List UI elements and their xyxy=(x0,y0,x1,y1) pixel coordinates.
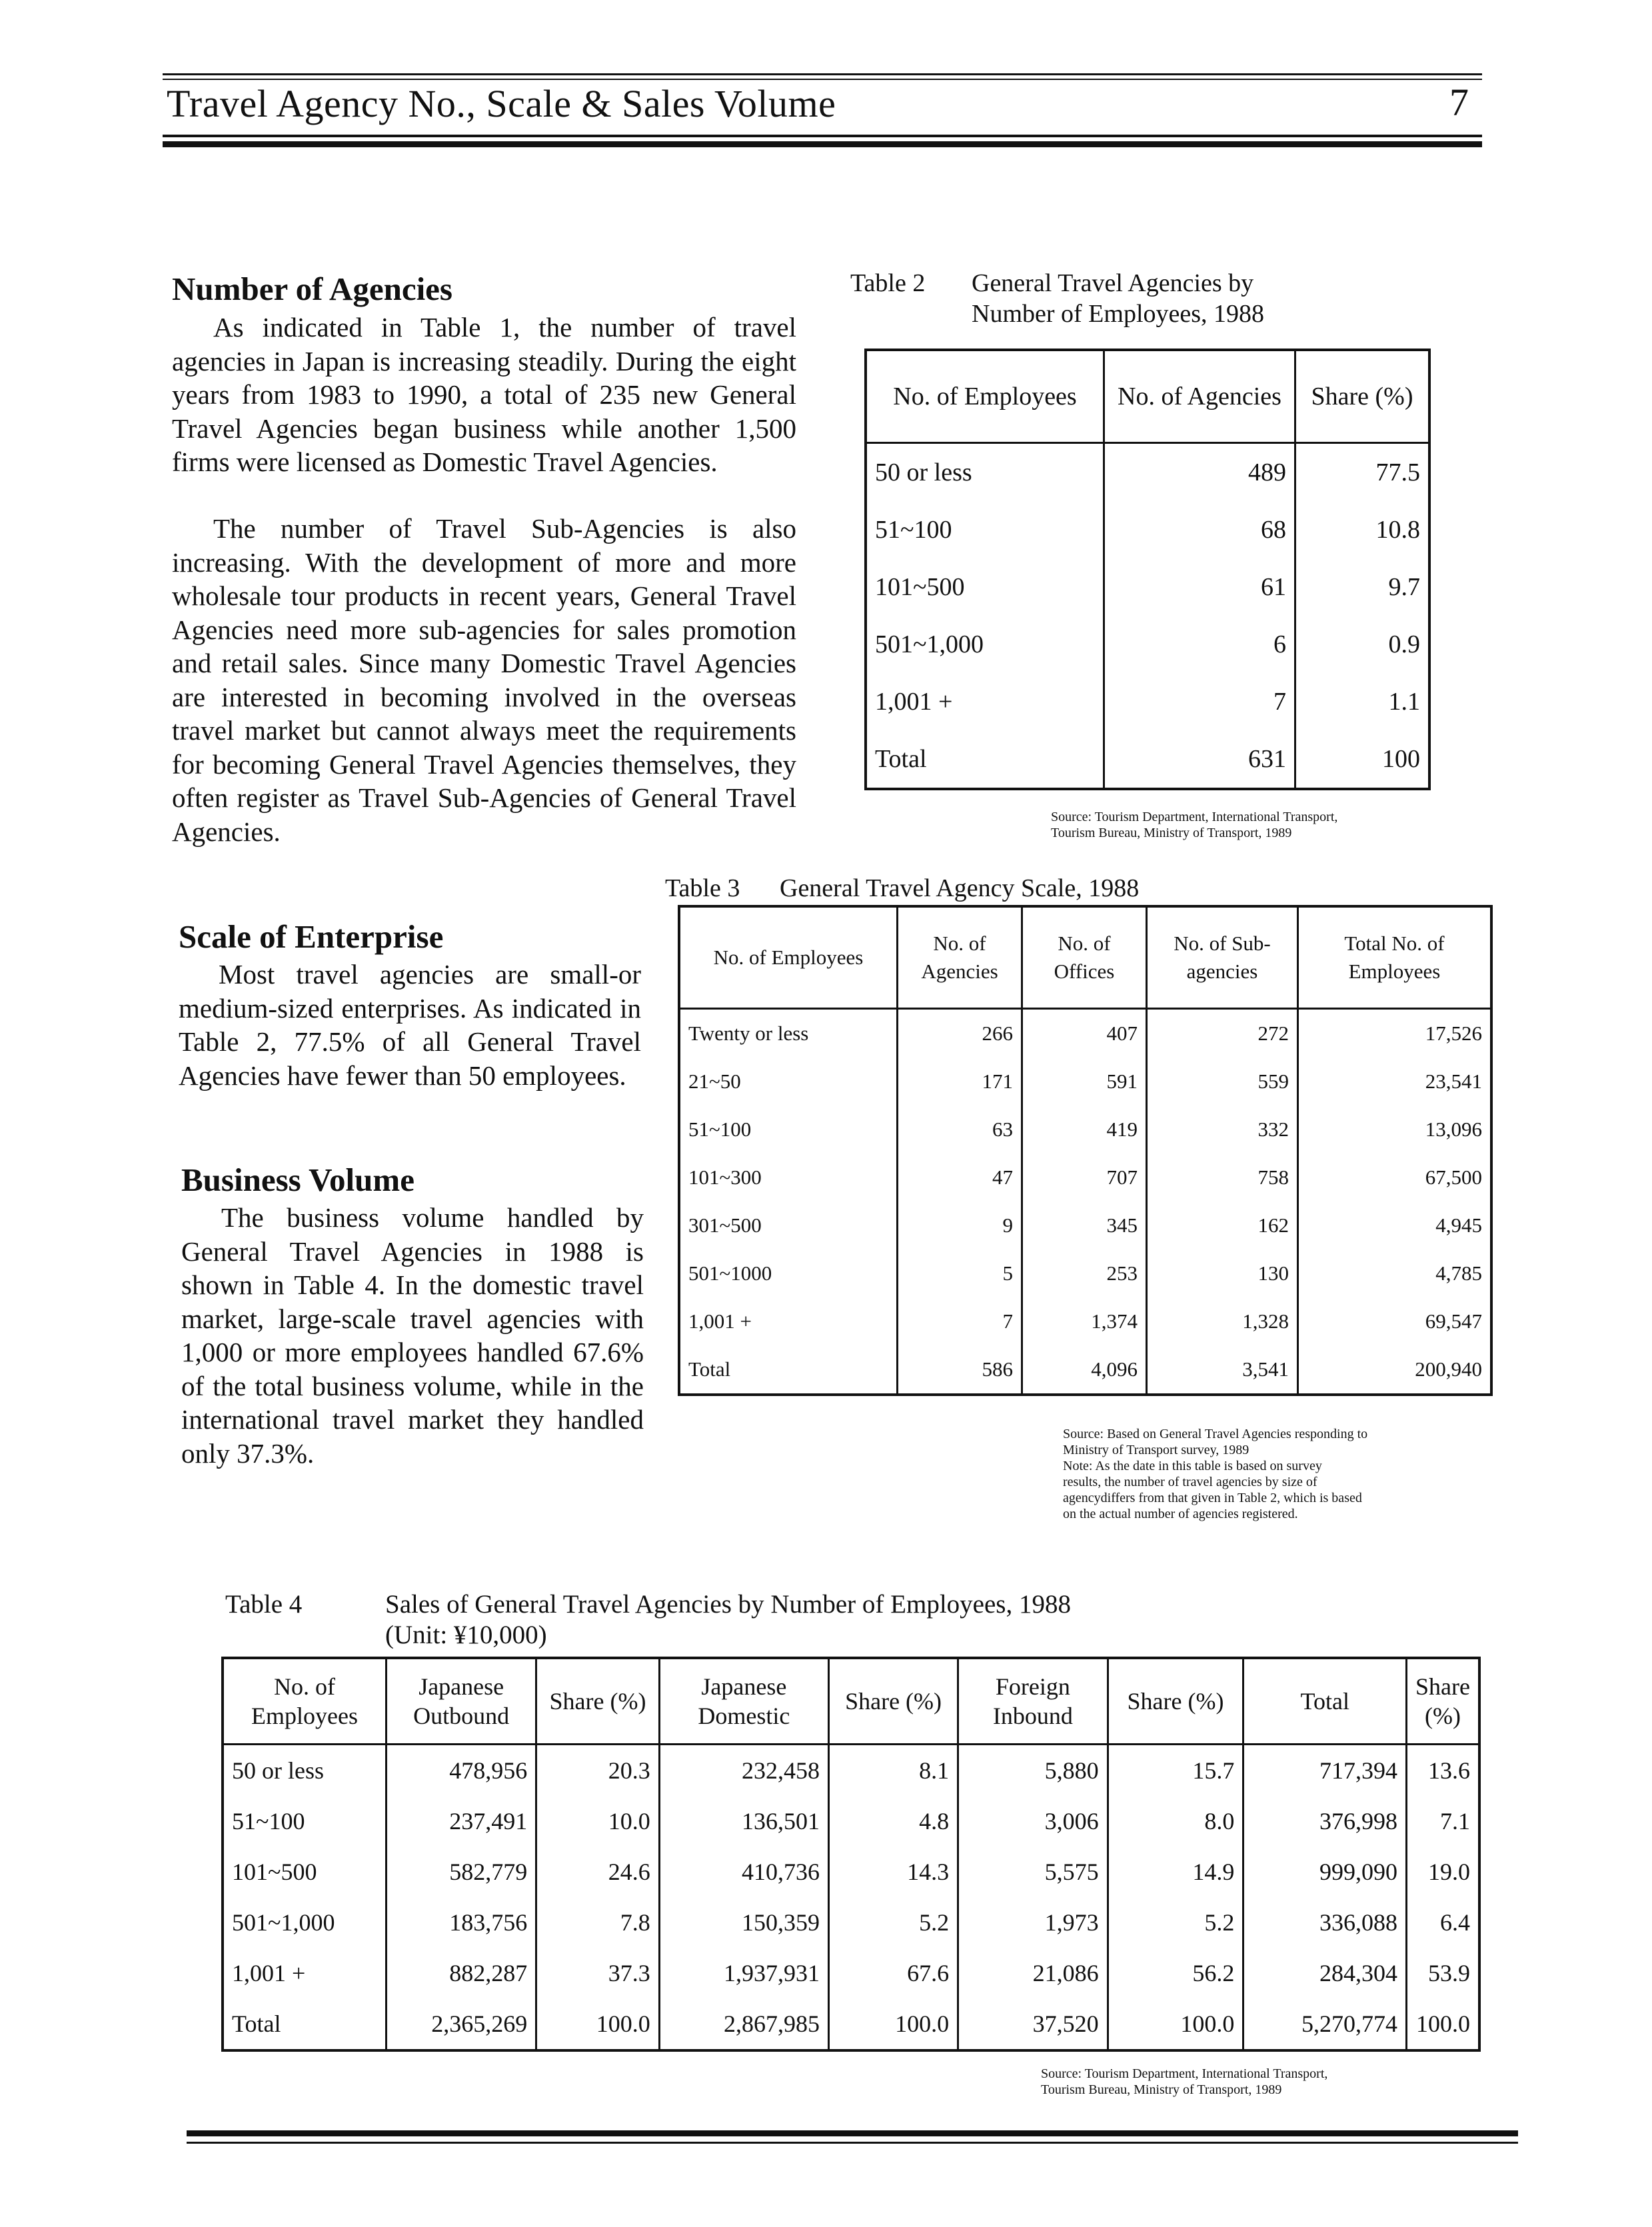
table4-cell: 999,090 xyxy=(1243,1847,1407,1897)
table2-cell: 51~100 xyxy=(866,501,1104,558)
page-title: Travel Agency No., Scale & Sales Volume xyxy=(167,82,836,125)
table4-row xyxy=(223,1948,1479,1998)
table3-total-row xyxy=(679,1345,1491,1395)
table2-cell: 0.9 xyxy=(1295,616,1430,673)
table4-cell: 100.0 xyxy=(828,1998,958,2050)
table3-caption xyxy=(665,873,1265,904)
table3-cell: 407 xyxy=(1022,1009,1147,1058)
table3-cell: 1,328 xyxy=(1147,1297,1298,1345)
table2 xyxy=(864,349,1431,790)
table2-caption xyxy=(850,268,1450,335)
table3-cell: 707 xyxy=(1022,1153,1147,1201)
table4-source-line2: Tourism Bureau, Ministry of Transport, 1989 xyxy=(1041,2082,1282,2097)
table4-cell: 56.2 xyxy=(1108,1948,1243,1998)
table2-source-line2: Tourism Bureau, Ministry of Transport, 1989 xyxy=(1051,826,1292,840)
table4-cell: 882,287 xyxy=(387,1948,536,1998)
table3-cell: 9 xyxy=(898,1201,1022,1249)
table2-cell: 10.8 xyxy=(1295,501,1430,558)
table3-cell: 51~100 xyxy=(679,1106,898,1153)
table4-cell: 501~1,000 xyxy=(223,1897,387,1948)
table3-header-offices: No. of Offices xyxy=(1022,906,1147,1009)
table2-cell: Total xyxy=(866,730,1104,789)
heading-number-of-agencies: Number of Agencies xyxy=(172,271,452,307)
table2-cell: 101~500 xyxy=(866,558,1104,616)
table2-cell: 61 xyxy=(1104,558,1295,616)
table4-cell: Total xyxy=(223,1998,387,2050)
table2-source-line1: Source: Tourism Department, International Transport, xyxy=(1051,810,1338,824)
table4-caption xyxy=(225,1589,1491,1651)
table4 xyxy=(221,1657,1481,2052)
footer-rule-thick xyxy=(187,2130,1518,2136)
table4-row xyxy=(223,1745,1479,1797)
header-bottom-rule xyxy=(163,135,1482,137)
table3-source-line2: Ministry of Transport survey, 1989 xyxy=(1063,1443,1249,1457)
table4-cell: 24.6 xyxy=(536,1847,659,1897)
table2-cell: 489 xyxy=(1104,443,1295,502)
table3-cell: 101~300 xyxy=(679,1153,898,1201)
table4-cell: 6.4 xyxy=(1407,1897,1479,1948)
table3-row xyxy=(679,1201,1491,1249)
table4-cell: 5.2 xyxy=(828,1897,958,1948)
table3-cell: Twenty or less xyxy=(679,1009,898,1058)
table3-note-line4: on the actual number of agencies registered. xyxy=(1063,1507,1298,1521)
table4-cell: 4.8 xyxy=(828,1796,958,1847)
table4-cell: 5,880 xyxy=(958,1745,1108,1797)
table4-cell: 10.0 xyxy=(536,1796,659,1847)
header-top-rule xyxy=(163,73,1482,75)
table2-cell: 1,001 + xyxy=(866,673,1104,730)
table3-header-subagencies: No. of Sub-agencies xyxy=(1147,906,1298,1009)
table2-header-employees: No. of Employees xyxy=(866,350,1104,443)
table4-cell: 136,501 xyxy=(659,1796,828,1847)
table3-cell: 332 xyxy=(1147,1106,1298,1153)
table3-cell: 3,541 xyxy=(1147,1345,1298,1395)
table3-cell: 1,374 xyxy=(1022,1297,1147,1345)
table4-cell: 717,394 xyxy=(1243,1745,1407,1797)
table3-row xyxy=(679,1153,1491,1201)
table3-header-total-employees: Total No. of Employees xyxy=(1298,906,1492,1009)
table4-cell: 7.1 xyxy=(1407,1796,1479,1847)
footer-rule-thin xyxy=(187,2142,1518,2144)
table3-cell: 758 xyxy=(1147,1153,1298,1201)
table2-cell: 50 or less xyxy=(866,443,1104,502)
table3-cell: 4,785 xyxy=(1298,1249,1492,1297)
table2-cell: 9.7 xyxy=(1295,558,1430,616)
table4-cell: 150,359 xyxy=(659,1897,828,1948)
table4-cell: 3,006 xyxy=(958,1796,1108,1847)
table3-header-row xyxy=(679,906,1491,1009)
table3-cell: 419 xyxy=(1022,1106,1147,1153)
table3-title: General Travel Agency Scale, 1988 xyxy=(780,874,1140,902)
table4-cell: 582,779 xyxy=(387,1847,536,1897)
table4-cell: 2,867,985 xyxy=(659,1998,828,2050)
table4-cell: 20.3 xyxy=(536,1745,659,1797)
table3-cell: 266 xyxy=(898,1009,1022,1058)
table2-row xyxy=(866,443,1429,502)
paragraph-business-volume: The business volume handled by General Travel Agencies in 1988 is shown in Table 4. In the domestic travel market, large-scale travel agencies with 1,000 or more employees handled 67.6% of the total business volume, while in the international travel market they handled only 37.3%. xyxy=(181,1202,644,1469)
table2-cell: 501~1,000 xyxy=(866,616,1104,673)
table4-cell: 336,088 xyxy=(1243,1897,1407,1948)
table2-cell: 6 xyxy=(1104,616,1295,673)
table3-cell: 47 xyxy=(898,1153,1022,1201)
table3-cell: 301~500 xyxy=(679,1201,898,1249)
table2-title-line1: General Travel Agencies by xyxy=(972,269,1254,297)
table3-cell: 4,096 xyxy=(1022,1345,1147,1395)
table3 xyxy=(678,905,1493,1396)
table2-row xyxy=(866,558,1429,616)
table3-cell: 13,096 xyxy=(1298,1106,1492,1153)
table4-source-line1: Source: Tourism Department, International Transport, xyxy=(1041,2066,1328,2081)
table4-cell: 37.3 xyxy=(536,1948,659,1998)
table3-source-line1: Source: Based on General Travel Agencies responding to xyxy=(1063,1427,1368,1441)
heading-scale-of-enterprise: Scale of Enterprise xyxy=(179,918,444,955)
table4-cell: 8.0 xyxy=(1108,1796,1243,1847)
table3-cell: 586 xyxy=(898,1345,1022,1395)
page-number: 7 xyxy=(1449,81,1469,124)
table4-header-total: Total xyxy=(1243,1658,1407,1745)
table4-cell: 2,365,269 xyxy=(387,1998,536,2050)
paragraph-number-of-agencies-1: As indicated in Table 1, the number of travel agencies in Japan is increasing steadily. During the eight years from 1983 to 1990, a total of 235 new General Travel Agencies began business while another 1,500 firms were licensed as Domestic Travel Agencies. xyxy=(172,312,796,477)
table4-cell: 67.6 xyxy=(828,1948,958,1998)
heading-business-volume: Business Volume xyxy=(181,1161,414,1198)
table2-source xyxy=(1051,809,1484,841)
table3-source xyxy=(1063,1426,1496,1522)
table3-cell: 501~1000 xyxy=(679,1249,898,1297)
table2-cell: 68 xyxy=(1104,501,1295,558)
table3-cell: 69,547 xyxy=(1298,1297,1492,1345)
table4-cell: 21,086 xyxy=(958,1948,1108,1998)
table3-note-line1: Note: As the date in this table is based on survey xyxy=(1063,1459,1322,1473)
table4-cell: 284,304 xyxy=(1243,1948,1407,1998)
table4-cell: 53.9 xyxy=(1407,1948,1479,1998)
table4-row xyxy=(223,1897,1479,1948)
table4-header-jp-outbound: Japanese Outbound xyxy=(387,1658,536,1745)
table3-cell: 130 xyxy=(1147,1249,1298,1297)
table3-cell: 200,940 xyxy=(1298,1345,1492,1395)
table4-cell: 15.7 xyxy=(1108,1745,1243,1797)
table3-cell: 17,526 xyxy=(1298,1009,1492,1058)
table4-cell: 14.3 xyxy=(828,1847,958,1897)
table2-cell: 1.1 xyxy=(1295,673,1430,730)
table3-cell: 21~50 xyxy=(679,1058,898,1106)
table4-cell: 50 or less xyxy=(223,1745,387,1797)
table4-title-line2: (Unit: ¥10,000) xyxy=(385,1621,547,1649)
paragraph-scale-of-enterprise: Most travel agencies are small-or medium-sized enterprises. As indicated in Table 2, 77.5% of all General Travel Agencies have fewer than 50 employees. xyxy=(179,959,641,1091)
table3-cell: 591 xyxy=(1022,1058,1147,1106)
table4-cell: 7.8 xyxy=(536,1897,659,1948)
table2-cell: 631 xyxy=(1104,730,1295,789)
table4-header-share-total: Share (%) xyxy=(1407,1658,1479,1745)
table2-row xyxy=(866,501,1429,558)
table2-header-row xyxy=(866,350,1429,443)
table4-cell: 232,458 xyxy=(659,1745,828,1797)
table3-cell: 171 xyxy=(898,1058,1022,1106)
table4-cell: 13.6 xyxy=(1407,1745,1479,1797)
table3-row xyxy=(679,1106,1491,1153)
table3-cell: 345 xyxy=(1022,1201,1147,1249)
table3-label: Table 3 xyxy=(665,874,740,902)
header-bottom-rule-thick xyxy=(163,141,1482,147)
table3-cell: 559 xyxy=(1147,1058,1298,1106)
table3-cell: 5 xyxy=(898,1249,1022,1297)
table3-cell: Total xyxy=(679,1345,898,1395)
table3-row xyxy=(679,1297,1491,1345)
table4-cell: 100.0 xyxy=(1407,1998,1479,2050)
table4-cell: 100.0 xyxy=(1108,1998,1243,2050)
table4-header-share-inbound: Share (%) xyxy=(1108,1658,1243,1745)
table4-cell: 5.2 xyxy=(1108,1897,1243,1948)
table3-header-agencies: No. of Agencies xyxy=(898,906,1022,1009)
table4-row xyxy=(223,1796,1479,1847)
table4-source xyxy=(1041,2066,1474,2098)
table4-header-jp-domestic: Japanese Domestic xyxy=(659,1658,828,1745)
table4-header-foreign-inbound: Foreign Inbound xyxy=(958,1658,1108,1745)
table4-cell: 100.0 xyxy=(536,1998,659,2050)
table3-cell: 272 xyxy=(1147,1009,1298,1058)
table2-header-share: Share (%) xyxy=(1295,350,1430,443)
table3-cell: 67,500 xyxy=(1298,1153,1492,1201)
table3-cell: 253 xyxy=(1022,1249,1147,1297)
table2-row xyxy=(866,616,1429,673)
table3-row xyxy=(679,1249,1491,1297)
table3-note-line3: agencydiffers from that given in Table 2, which is based xyxy=(1063,1491,1362,1505)
table4-cell: 51~100 xyxy=(223,1796,387,1847)
table4-header-share-domestic: Share (%) xyxy=(828,1658,958,1745)
table3-header-employees: No. of Employees xyxy=(679,906,898,1009)
table4-cell: 14.9 xyxy=(1108,1847,1243,1897)
header-top-rule-thin xyxy=(163,79,1482,80)
table4-cell: 37,520 xyxy=(958,1998,1108,2050)
table4-cell: 1,937,931 xyxy=(659,1948,828,1998)
table4-header-employees: No. of Employees xyxy=(223,1658,387,1745)
table4-cell: 183,756 xyxy=(387,1897,536,1948)
table4-total-row xyxy=(223,1998,1479,2050)
table4-cell: 1,001 + xyxy=(223,1948,387,1998)
table2-header-agencies: No. of Agencies xyxy=(1104,350,1295,443)
paragraph-number-of-agencies-2: The number of Travel Sub-Agencies is also increasing. With the development of more and more wholesale tour products in recent years, General Travel Agencies need more sub-agencies for sales promotion and retail sales. Since many Domestic Travel Agencies are interested in becoming involved in the overseas travel market but cannot always meet the requirements for becoming General Travel Agencies themselves, they often register as Travel Sub-Agencies of General Travel Agencies. xyxy=(172,513,796,847)
table4-cell: 478,956 xyxy=(387,1745,536,1797)
table4-title-line1: Sales of General Travel Agencies by Number of Employees, 1988 xyxy=(385,1590,1071,1619)
table3-cell: 1,001 + xyxy=(679,1297,898,1345)
table3-cell: 7 xyxy=(898,1297,1022,1345)
table2-label: Table 2 xyxy=(850,269,926,297)
table2-cell: 100 xyxy=(1295,730,1430,789)
table2-cell: 7 xyxy=(1104,673,1295,730)
table4-cell: 8.1 xyxy=(828,1745,958,1797)
table2-title-line2: Number of Employees, 1988 xyxy=(972,300,1265,328)
table4-row xyxy=(223,1847,1479,1897)
table3-cell: 63 xyxy=(898,1106,1022,1153)
table4-header-share-outbound: Share (%) xyxy=(536,1658,659,1745)
table3-row xyxy=(679,1009,1491,1058)
table3-cell: 162 xyxy=(1147,1201,1298,1249)
table4-cell: 5,270,774 xyxy=(1243,1998,1407,2050)
table2-row xyxy=(866,673,1429,730)
table4-cell: 410,736 xyxy=(659,1847,828,1897)
table2-cell: 77.5 xyxy=(1295,443,1430,502)
table4-cell: 5,575 xyxy=(958,1847,1108,1897)
table3-note-line2: results, the number of travel agencies by size of xyxy=(1063,1475,1317,1489)
table4-cell: 376,998 xyxy=(1243,1796,1407,1847)
table3-cell: 4,945 xyxy=(1298,1201,1492,1249)
table4-label: Table 4 xyxy=(225,1590,303,1619)
table4-cell: 101~500 xyxy=(223,1847,387,1897)
table4-header-row xyxy=(223,1658,1479,1745)
table3-cell: 23,541 xyxy=(1298,1058,1492,1106)
table4-cell: 19.0 xyxy=(1407,1847,1479,1897)
table2-total-row xyxy=(866,730,1429,789)
table4-cell: 237,491 xyxy=(387,1796,536,1847)
table4-cell: 1,973 xyxy=(958,1897,1108,1948)
table3-row xyxy=(679,1058,1491,1106)
